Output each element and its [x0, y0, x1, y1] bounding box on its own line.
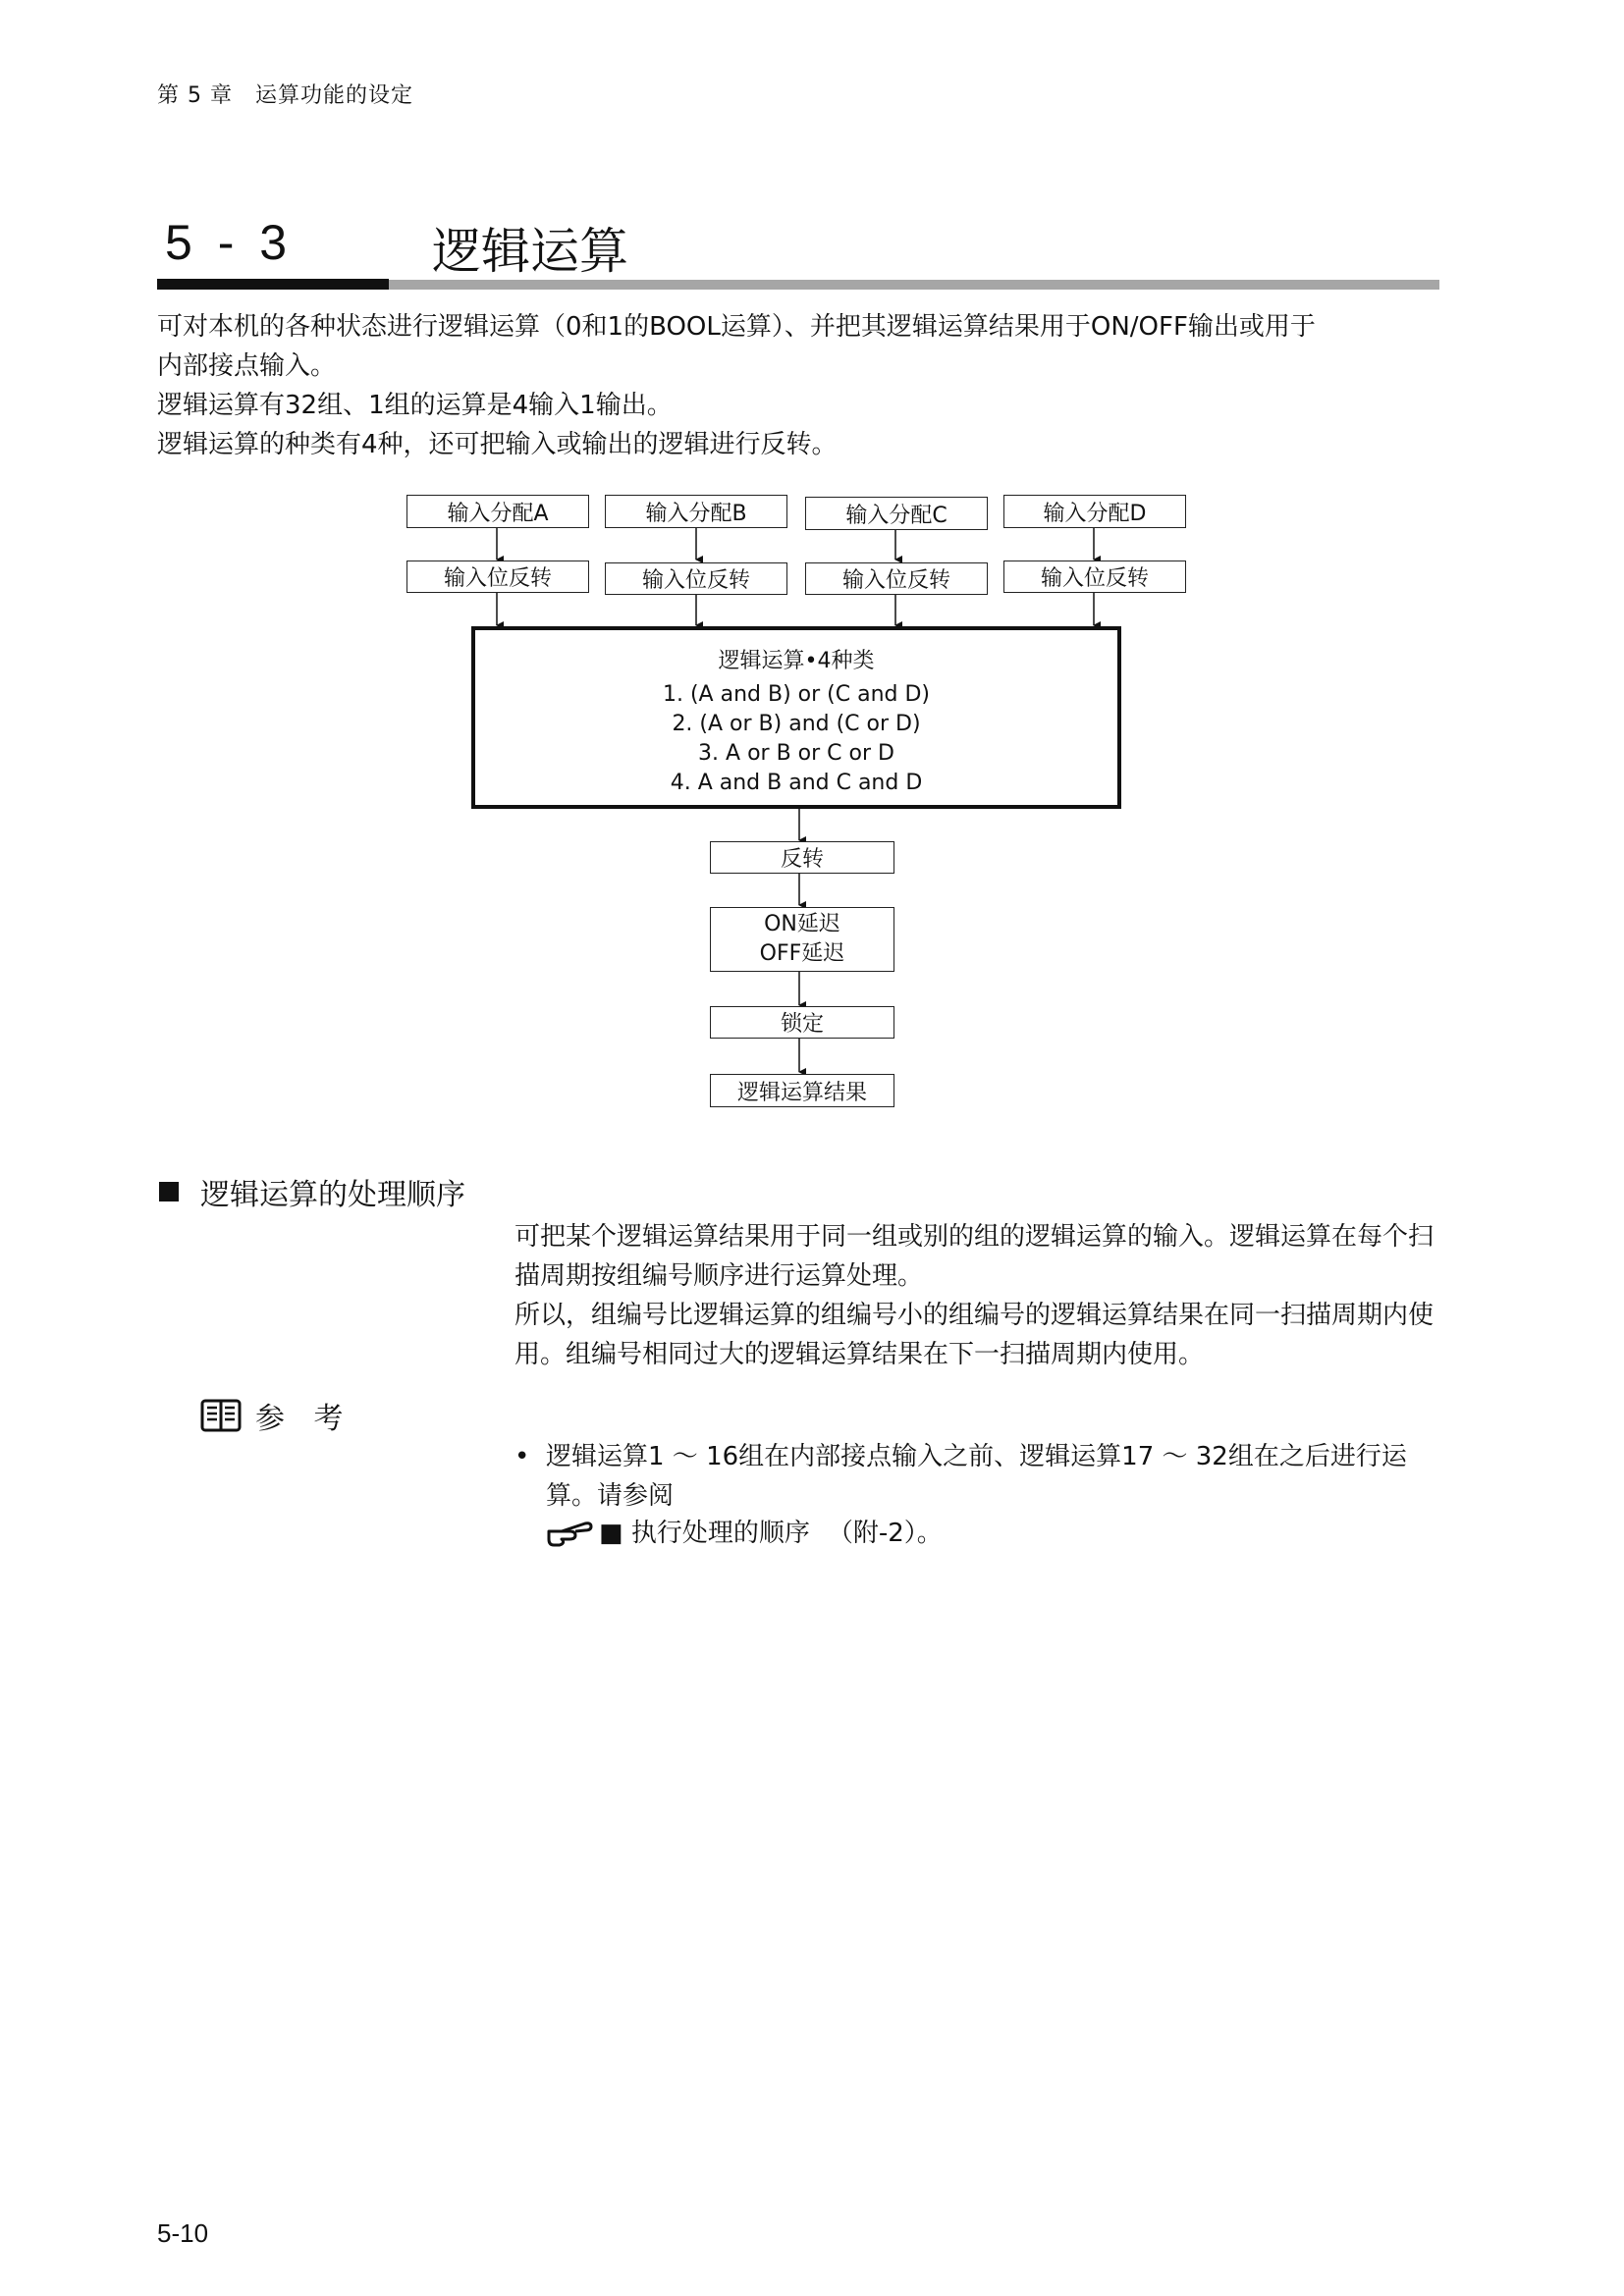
page-number: 5-10	[157, 2218, 209, 2248]
reference-bullet	[514, 1437, 1443, 1516]
bullet-dot: •	[514, 1442, 530, 1471]
intro-line-2: 内部接点输入。	[157, 351, 337, 381]
pointing-hand-icon	[546, 1518, 595, 1549]
logic-operation-box	[471, 626, 1121, 809]
processing-heading-text: 逻辑运算的处理顺序	[200, 1178, 465, 1212]
processing-paragraph-1: 可把某个逻辑运算结果用于同一组或别的组的逻辑运算的输入。逻辑运算在每个扫描周期按组编号顺序进行运算处理。	[514, 1222, 1435, 1291]
reference-link[interactable]	[546, 1514, 943, 1553]
reference-label: 参 考	[255, 1402, 353, 1436]
input-assign-b: 输入分配B	[605, 495, 787, 528]
logic-op-3: 3. A or B or C or D	[698, 741, 894, 766]
input-invert-d: 输入位反转	[1003, 561, 1186, 593]
on-delay-label: ON延迟	[764, 912, 840, 936]
reference-heading	[200, 1394, 353, 1437]
logic-op-4: 4. A and B and C and D	[670, 771, 923, 795]
intro-line-4: 逻辑运算的种类有4种，还可把输入或输出的逻辑进行反转。	[157, 430, 838, 459]
reference-text: 逻辑运算1 ～ 16组在内部接点输入之前、逻辑运算17 ～ 32组在之后进行运算。请参阅	[546, 1442, 1407, 1511]
latch-box: 锁定	[710, 1006, 894, 1039]
input-assign-c: 输入分配C	[805, 497, 988, 530]
input-invert-b: 输入位反转	[605, 562, 787, 595]
reference-link-label[interactable]: ■ 执行处理的顺序	[599, 1519, 810, 1548]
input-invert-c: 输入位反转	[805, 562, 988, 595]
logic-op-2: 2. (A or B) and (C or D)	[672, 712, 921, 736]
reference-link-page: （附-2）。	[827, 1519, 943, 1548]
delay-box	[710, 907, 894, 972]
logic-op-1: 1. (A and B) or (C and D)	[662, 682, 930, 707]
processing-heading	[159, 1170, 465, 1213]
input-assign-d: 输入分配D	[1003, 495, 1186, 528]
logic-operation-title: 逻辑运算•4种类	[718, 649, 875, 673]
input-assign-a: 输入分配A	[406, 495, 589, 528]
chapter-header: 第 5 章 运算功能的设定	[157, 83, 413, 108]
intro-line-3: 逻辑运算有32组、1组的运算是4输入1输出。	[157, 391, 673, 420]
book-icon	[200, 1398, 242, 1433]
square-bullet-icon	[159, 1182, 179, 1201]
section-number: 5 - 3	[165, 215, 294, 270]
section-title: 逻辑运算	[432, 223, 628, 280]
input-invert-a: 输入位反转	[406, 561, 589, 593]
off-delay-label: OFF延迟	[759, 941, 845, 966]
intro-line-1: 可对本机的各种状态进行逻辑运算（0和1的BOOL运算）、并把其逻辑运算结果用于ON/OFF输出或用于	[157, 312, 1316, 342]
reverse-box: 反转	[710, 841, 894, 874]
processing-paragraph-2: 所以，组编号比逻辑运算的组编号小的组编号的逻辑运算结果在同一扫描周期内使用。组编号相同过大的逻辑运算结果在下一扫描周期内使用。	[514, 1301, 1435, 1369]
result-box: 逻辑运算结果	[710, 1074, 894, 1107]
